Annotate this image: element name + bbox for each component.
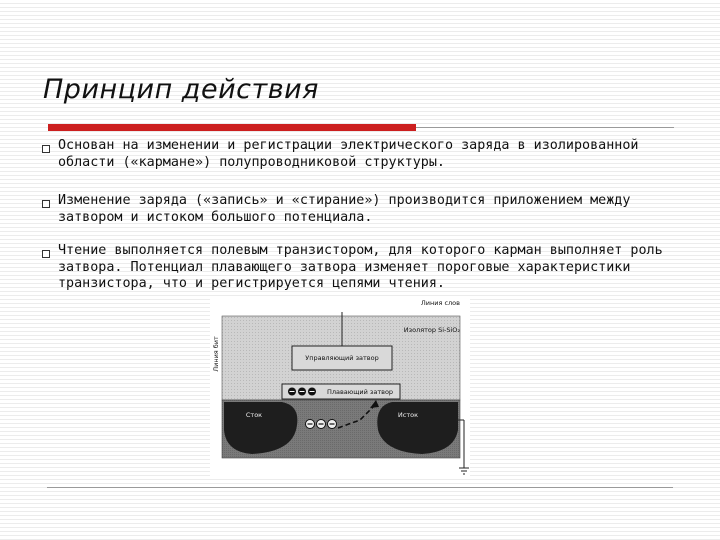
- source-label: Сток: [245, 411, 263, 419]
- bottom-divider-line: [47, 487, 673, 488]
- insulator-label: Изолятор Si-SiO₂: [403, 326, 460, 334]
- paragraph-line: Чтение выполняется полевым транзистором, для которого карман выполняет роль: [58, 243, 663, 258]
- title-accent-rule: [48, 124, 416, 131]
- paragraph-line: затвором и истоком большого потенциала.: [58, 209, 373, 225]
- paragraph-line: затвора. Потенциал плавающего затвора изменяет пороговые характеристики: [58, 259, 631, 275]
- bullet-square: [42, 200, 50, 208]
- flash-cell-diagram: [210, 296, 470, 478]
- control-gate-label: Управляющий затвор: [305, 354, 379, 362]
- paragraph-principle: [58, 138, 678, 171]
- bit-line-label: Линия бит: [212, 336, 220, 372]
- paragraph-line: области («кармане») полупроводниковой структуры.: [58, 154, 445, 170]
- bullet-square: [42, 145, 50, 153]
- paragraph-line: Изменение заряда («запись» и «стирание») производится приложением между: [58, 193, 631, 208]
- paragraph-line: транзистора, что и регистрируется цепями чтения.: [58, 276, 445, 291]
- bullet-square: [42, 250, 50, 258]
- title-divider-line: [416, 127, 674, 128]
- paragraph-line: Основан на изменении и регистрации электрического заряда в изолированной: [58, 138, 639, 153]
- flash-cell-svg: [210, 296, 470, 478]
- paragraph-reading: [58, 243, 678, 293]
- paragraph-charge-change: [58, 193, 678, 226]
- drain-label: Исток: [397, 411, 419, 419]
- word-line-label: Линия слов: [420, 299, 460, 307]
- floating-gate-label: Плавающий затвор: [326, 388, 394, 396]
- slide-title: Принцип действия: [43, 74, 319, 105]
